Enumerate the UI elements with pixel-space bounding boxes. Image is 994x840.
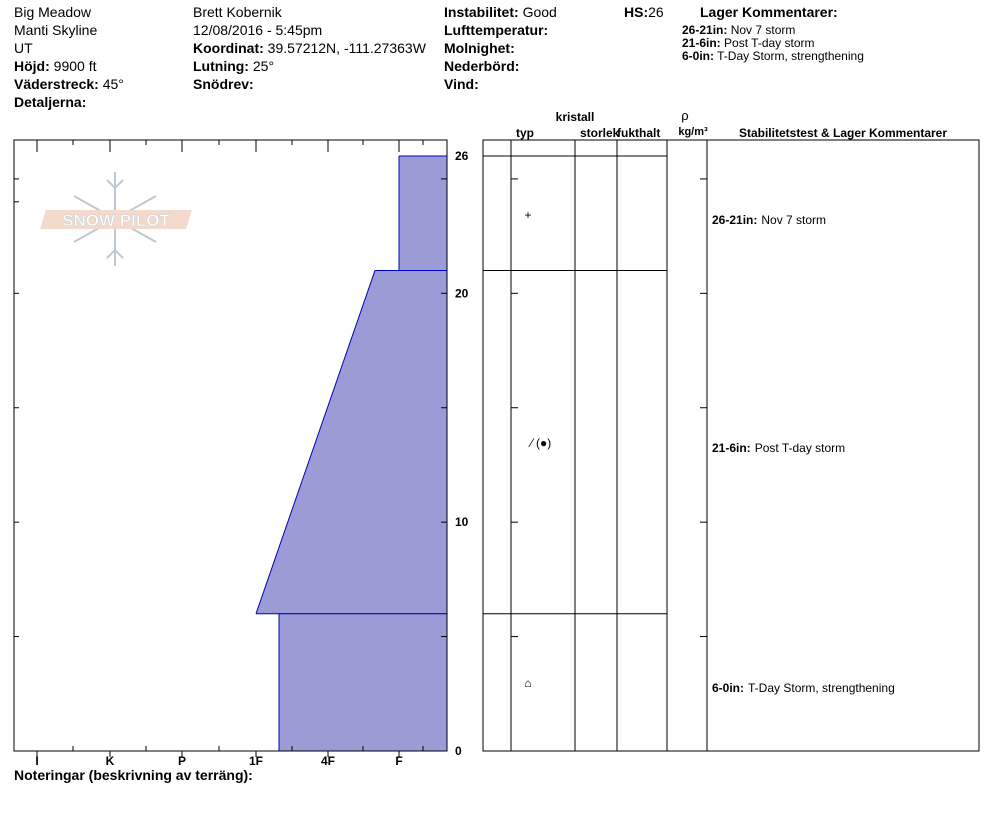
layer-comments-title: Lager Kommentarer: bbox=[700, 4, 838, 20]
stability-comment-3: 6-0in: T-Day Storm, strengthening bbox=[712, 681, 895, 695]
coord-label: Koordinat: bbox=[193, 40, 264, 56]
table-depth-ticks bbox=[511, 179, 707, 751]
slope-value: 25° bbox=[252, 58, 275, 74]
elevation-value: 9900 ft bbox=[53, 58, 97, 74]
x-tick-label: F bbox=[395, 754, 403, 768]
y-tick-label: 10 bbox=[455, 515, 469, 530]
layer-comment-text: Nov 7 storm bbox=[730, 23, 796, 37]
cloud-label: Molnighet: bbox=[444, 40, 515, 56]
header-stability: Stabilitetstest & Lager Kommentarer bbox=[738, 126, 948, 140]
wind-label: Vind: bbox=[444, 76, 479, 92]
slope-label: Lutning: bbox=[193, 58, 249, 74]
layer-comment-range: 6-0in: bbox=[682, 49, 715, 63]
layer-comment-text: T-Day Storm, strengthening bbox=[717, 49, 864, 63]
y-tick-label: 26 bbox=[455, 149, 469, 164]
instability-value: Good bbox=[522, 4, 557, 20]
crystal-symbol-mixed: ⁄ (●) bbox=[530, 436, 552, 450]
crystal-symbols bbox=[524, 208, 551, 690]
area: Manti Skyline bbox=[14, 22, 98, 38]
precip-label: Nederbörd: bbox=[444, 58, 520, 74]
hs-value: 26 bbox=[648, 4, 664, 20]
table-headers bbox=[516, 108, 947, 140]
state: UT bbox=[14, 40, 33, 56]
header-rho: ρ bbox=[681, 108, 689, 123]
layer-comment-range: 21-6in: bbox=[682, 36, 721, 50]
airtemp-label: Lufttemperatur: bbox=[444, 22, 549, 38]
crystal-symbol-faceted: ⌂ bbox=[524, 676, 532, 690]
stability-comment-2: 21-6in: Post T-day storm bbox=[712, 441, 846, 455]
x-tick-label: I bbox=[35, 754, 39, 768]
stability-comments bbox=[712, 213, 895, 695]
hardness-layers bbox=[256, 156, 447, 751]
coord-value: 39.57212N, -111.27363W bbox=[267, 40, 426, 56]
header-moisture: fukthalt bbox=[617, 126, 661, 140]
header-size: storlek bbox=[580, 126, 620, 140]
notes-label: Noteringar (beskrivning av terräng): bbox=[14, 767, 253, 783]
x-tick-label: K bbox=[105, 754, 115, 768]
hardness-layer bbox=[279, 614, 447, 751]
hs-label: HS: bbox=[624, 4, 649, 20]
layer-comment-text: Post T-day storm bbox=[724, 36, 815, 50]
crystal-symbol-plus: + bbox=[524, 208, 532, 222]
layer-comment-range: 26-21in: bbox=[682, 23, 728, 37]
x-tick-label: P bbox=[177, 754, 187, 768]
header-crystal: kristall bbox=[555, 110, 595, 124]
y-tick-label: 20 bbox=[455, 286, 469, 301]
x-tick-label: 4F bbox=[320, 754, 336, 768]
instability-label: Instabilitet: bbox=[444, 4, 519, 20]
hardness-layer bbox=[399, 156, 447, 270]
snowpilot-logo bbox=[40, 172, 192, 266]
location: Big Meadow bbox=[14, 4, 92, 20]
elevation-label: Höjd: bbox=[14, 58, 50, 74]
header-density-unit: kg/m³ bbox=[678, 126, 708, 138]
aspect-value: 45° bbox=[102, 76, 124, 92]
y-tick-label: 0 bbox=[455, 744, 462, 758]
datetime: 12/08/2016 - 5:45pm bbox=[193, 22, 323, 38]
logo-text: SNOW PILOT bbox=[62, 211, 170, 230]
stability-comment-1: 26-21in: Nov 7 storm bbox=[712, 213, 827, 227]
drift-label: Snödrev: bbox=[193, 76, 254, 92]
details-label: Detaljerna: bbox=[14, 94, 87, 110]
observer: Brett Kobernik bbox=[193, 4, 282, 20]
x-tick-label: 1F bbox=[248, 754, 264, 768]
header-type: typ bbox=[516, 126, 534, 140]
hardness-layer bbox=[256, 270, 447, 613]
aspect-label: Väderstreck: bbox=[14, 76, 99, 92]
